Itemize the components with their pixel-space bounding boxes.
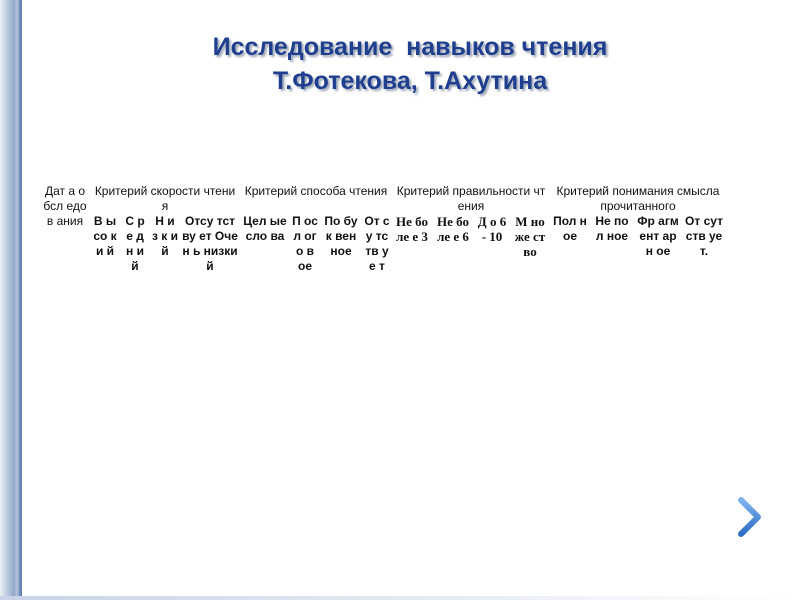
date-header: Дат а обсл едов ания bbox=[43, 184, 87, 228]
criterion-method: Критерий способа чтения bbox=[244, 184, 388, 198]
correctness-up-to-3: Не бо ле е 3 bbox=[396, 214, 428, 244]
method-absent: От су тс тв уе т bbox=[364, 214, 390, 273]
speed-high: В ы со к и й bbox=[93, 214, 117, 258]
method-syllabic: П ос л ог о в ое bbox=[292, 214, 318, 273]
chevron-right-icon[interactable] bbox=[736, 497, 764, 537]
correctness-6-to-10: Д о 6 - 10 bbox=[477, 214, 507, 244]
speed-medium: С р е д н и й bbox=[125, 214, 145, 273]
reading-skills-table bbox=[40, 184, 726, 274]
criterion-comprehension: Критерий понимания смысла прочитанного bbox=[556, 184, 720, 213]
comprehension-full: Пол ное bbox=[553, 214, 587, 243]
method-letter-by-letter: По бук вен ное bbox=[324, 214, 358, 258]
slide-title bbox=[100, 30, 720, 98]
comprehension-partial: Не пол ное bbox=[595, 214, 629, 243]
correctness-up-to-6: Не бо ле е 6 bbox=[437, 214, 469, 244]
comprehension-fragmentary: Фр агм ент арн ое bbox=[637, 214, 679, 258]
criterion-speed: Критерий скорости чтения bbox=[94, 184, 236, 213]
method-whole-words: Цел ые сло ва bbox=[243, 214, 287, 243]
title-line-1: Исследование навыков чтения bbox=[212, 33, 608, 61]
left-decor-shine bbox=[14, 0, 20, 600]
speed-absent: Отсу тству ет Очен ь низки й bbox=[182, 214, 238, 273]
bottom-decor-strip bbox=[0, 596, 800, 600]
title-line-2: Т.Фотекова, Т.Ахутина bbox=[272, 67, 548, 95]
criterion-correctness: Критерий правильности чтения bbox=[396, 184, 546, 213]
correctness-many: М но же ст во bbox=[514, 214, 546, 259]
speed-low: Н и з к и й bbox=[152, 214, 179, 258]
comprehension-absent: От сут ств ует. bbox=[685, 214, 723, 258]
